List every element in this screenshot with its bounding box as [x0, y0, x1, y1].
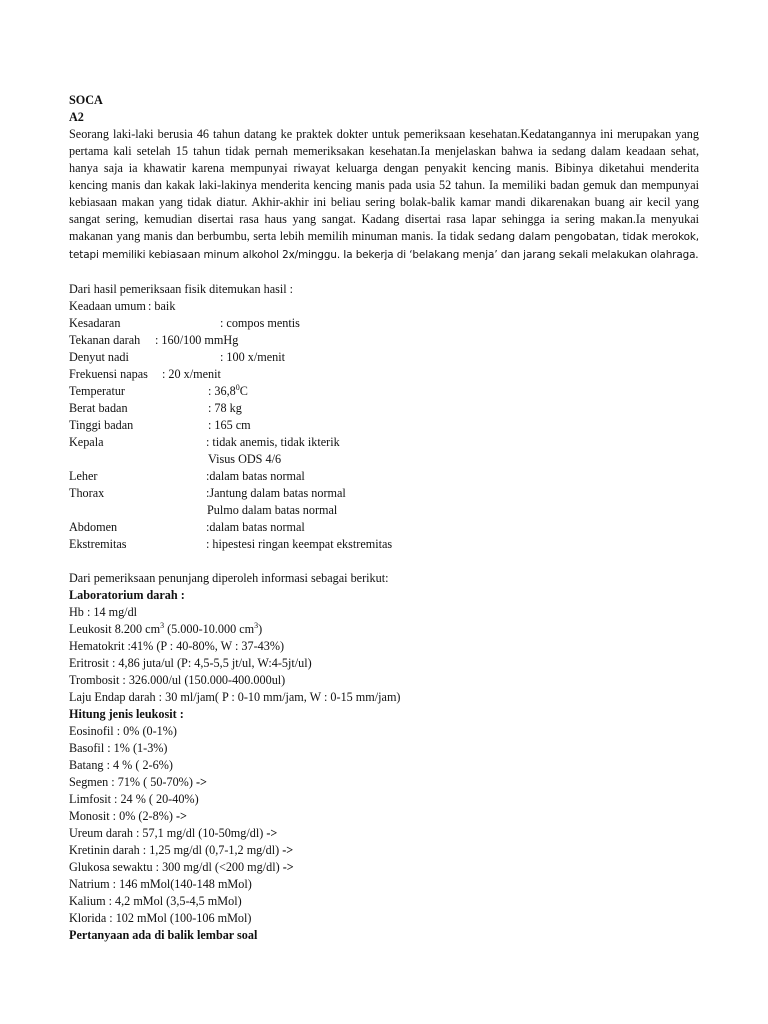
case-description: [69, 126, 699, 264]
lab-line: Hematokrit :41% (P : 40-80%, W : 37-43%): [69, 639, 285, 653]
exam-row: Berat badan : 78 kg: [69, 401, 242, 415]
exam-row: Frekuensi napas : 20 x/menit: [69, 367, 221, 381]
case-text-alt-font: sedang dalam pengobatan, tidak merokok, tetapi memiliki kebiasaan minum alkohol 2x/minggu. Ia bekerja di ‘belakang menja’ dan jarang sekali melakukan olahraga: [69, 231, 699, 261]
case-text-end: .: [695, 247, 699, 261]
lab-heading: Laboratorium darah :: [69, 588, 185, 602]
doc-title: SOCA: [69, 93, 103, 107]
document-page: [69, 92, 699, 944]
exam-row: Pulmo dalam batas normal: [207, 503, 338, 517]
footer-note: Pertanyaan ada di balik lembar soal: [69, 928, 258, 942]
lab-line: Laju Endap darah : 30 ml/jam( P : 0-10 mm/jam, W : 0-15 mm/jam): [69, 690, 401, 704]
physical-exam-list: [69, 298, 699, 553]
diff-line: Ureum darah : 57,1 mg/dl (10-50mg/dl) ->: [69, 826, 278, 840]
exam-row: Visus ODS 4/6: [208, 452, 282, 466]
exam-row: Tekanan darah : 160/100 mmHg: [69, 333, 239, 347]
lab-line: Trombosit : 326.000/ul (150.000-400.000ul): [69, 673, 286, 687]
case-code: A2: [69, 110, 84, 124]
exam-row: Keadaan umum : baik: [69, 299, 176, 313]
lab-intro: Dari pemeriksaan penunjang diperoleh informasi sebagai berikut:: [69, 571, 389, 585]
exam-row: Thorax :Jantung dalam batas normal: [69, 486, 346, 500]
diff-list: [69, 723, 699, 927]
diff-line: Basofil : 1% (1-3%): [69, 741, 168, 755]
lab-hb: Hb : 14 mg/dl: [69, 605, 138, 619]
exam-row: Tinggi badan : 165 cm: [69, 418, 251, 432]
diff-line: Batang : 4 % ( 2-6%): [69, 758, 173, 772]
exam-row: Kesadaran : compos mentis: [69, 316, 300, 330]
exam-row: Kepala : tidak anemis, tidak ikterik: [69, 435, 340, 449]
exam-row: Abdomen :dalam batas normal: [69, 520, 305, 534]
diff-line: Kalium : 4,2 mMol (3,5-4,5 mMol): [69, 894, 242, 908]
diff-line: Eosinofil : 0% (0-1%): [69, 724, 177, 738]
diff-heading: Hitung jenis leukosit :: [69, 707, 184, 721]
diff-line: Glukosa sewaktu : 300 mg/dl (<200 mg/dl) ->: [69, 860, 294, 874]
exam-row: Ekstremitas : hipestesi ringan keempat ekstremitas: [69, 537, 393, 551]
diff-line: Natrium : 146 mMol(140-148 mMol): [69, 877, 252, 891]
exam-row: Temperatur : 36,8$^0$C: [69, 383, 248, 398]
diff-line: Monosit : 0% (2-8%) ->: [69, 809, 187, 823]
diff-line: Segmen : 71% ( 50-70%) ->: [69, 775, 207, 789]
diff-line: Limfosit : 24 % ( 20-40%): [69, 792, 199, 806]
exam-row: Leher :dalam batas normal: [69, 469, 305, 483]
exam-row: Denyut nadi : 100 x/menit: [69, 350, 285, 364]
case-text: Seorang laki-laki berusia 46 tahun datang ke praktek dokter untuk pemeriksaan kesehatan.Kedatangannya ini merupakan yang pertama kali setelah 15 tahun tidak pernah memeriksakan kesehatan.Ia menjelaskan bahwa ia sedang dalam keadaan sehat, hanya saja ia khawatir karena mempunyai riwayat keluarga dengan penyakit kencing manis. Bibinya diketahui menderita kencing manis dan kakak laki-lakinya menderita kencing manis pada usia 52 tahun. Ia memiliki badan gemuk dan mempunyai kebiasaan makan yang tidak diatur. Akhir-akhir ini beliau sering bolak-balik kamar mandi dikarenakan buang air kecil yang sangat sering, kemudian disertai rasa haus yang sangat. Kadang disertai rasa lapar sehingga ia sering makan.Ia menyukai makanan yang manis dan berbumbu, serta lebih memilih minuman manis. Ia tidak: [69, 127, 699, 243]
diff-line: Kretinin darah : 1,25 mg/dl (0,7-1,2 mg/dl) ->: [69, 843, 294, 857]
lab-line: Eritrosit : 4,86 juta/ul (P: 4,5-5,5 jt/ul, W:4-5jt/ul): [69, 656, 312, 670]
diff-line: Klorida : 102 mMol (100-106 mMol): [69, 911, 252, 925]
exam-intro: Dari hasil pemeriksaan fisik ditemukan hasil :: [69, 282, 294, 296]
lab-leukosit: Leukosit 8.200 $cm^3$ (5.000-10.000 $cm^3$): [69, 621, 263, 636]
